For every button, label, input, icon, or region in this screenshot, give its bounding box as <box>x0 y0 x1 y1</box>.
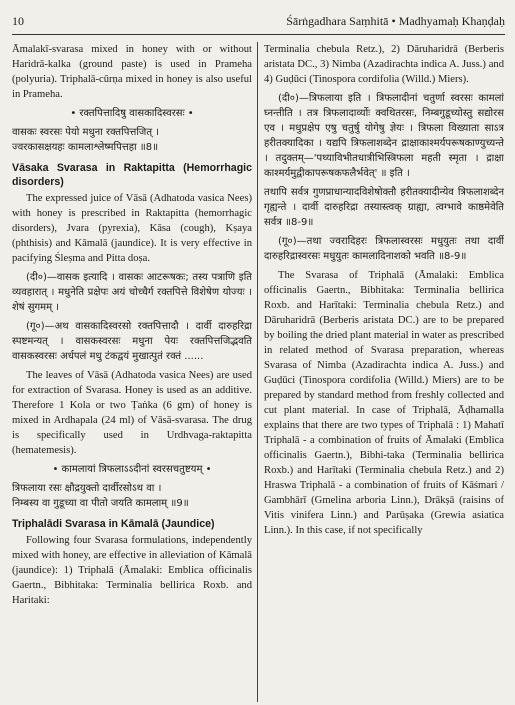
sanskrit-heading: • कामलायां त्रिफलाऽऽदीनां स्वरसचतुष्टयम् • <box>52 464 212 475</box>
left-column <box>12 42 252 702</box>
paragraph: Terminalia chebula Retz.), 2) Dāruharidrā (Berberis aristata DC., 3) Nimba (Azadirachta indica A. Juss.) and 4) Guḍūci (Tinospora cordifolia (Willd.) Miers). <box>264 44 504 85</box>
paragraph: The expressed juice of Vāsā (Adhatoda vasica Nees) with honey is prescribed in Raktapitta (hemorrhagic disorders), Jvara (pyrexia), Kāsa (cough), Kṣaya (phthisis) and Kāmalā (jaundice). It is very effective in pacifying Śleṣma and Pitta doṣa. <box>12 193 252 264</box>
sanskrit-commentary: तथापि सर्वत्र गुणप्राधान्यादविशेषोक्तौ हरीतक्यादीन्येव त्रिफलाशब्देन गृह्यन्ते । दार्वी दारुहरिद्रा तस्यास्त्वक् ग्राह्या, त्वग्भावे काष्ठमेवेति सर्वत्र ॥8-9॥ <box>264 187 504 228</box>
section-heading: Triphalādi Svarasa in Kāmalā (Jaundice) <box>12 518 215 530</box>
sanskrit-commentary: (दी०)—त्रिफलाया इति । त्रिफलादीनां चतुर्णा स्वरसः कामलां घ्नन्तीति । तत्र त्रिफलादार्व्योः क्वथितरसः, निम्बगुडूच्योस्तु सद्योरस एव । मधुप्रक्षेप एषु चतुर्षु योगेषु ज्ञेयः । त्रिफला विख्याता साऽत्र हरीतक्यादिका । यद्यपि त्रिफलाशब्देन द्राक्षाकाश्मर्यपरूषकाण्युच्यन्ते । तदुक्तम्—'पथ्याविभीतधात्रीभिस्त्रिफला महती स्मृता । द्राक्षा काश्मर्यमुद्वीकापरूषकफलैर्भवेत्' ॥ इति । <box>264 93 504 179</box>
right-column <box>264 42 504 702</box>
paragraph: Following four Svarasa formulations, independently mixed with honey, are effective in alleviation of Kāmalā (jaundice): 1) Triphalā (Āmalaki: Emblica officinalis Gaertn., Bibhitaka: Terminalia bellirica Roxb. and Haritaki: <box>12 535 252 606</box>
sanskrit-verse-line: निम्बस्य वा गुडूच्या वा पीतो जयति कामलाम् ॥9॥ <box>12 498 189 509</box>
sanskrit-commentary: (दी०)—वासक इत्यादि । वासकः आटरूषकः; तस्य पत्राणि इति व्यवहारात् । मधुनेति प्रक्षेपः अयं चोच्चैर्ग रक्तपित्ते विशेषेण योज्यः । शेषं सुगमम् । <box>12 272 252 313</box>
sanskrit-heading: • रक्तपित्तादिषु वासकादिस्वरसः • <box>70 108 194 119</box>
page-number: 10 <box>12 14 24 28</box>
sanskrit-commentary: (गू०)—अथ वासकादिस्वरसो रक्तपित्तादौ । दार्वी दारुहरिद्रा स्पष्टमन्यत् । वासकस्वरसः मधुना पेयः रक्तपित्तजिद्भवति वासकस्वरसः अर्धपलं मधु टंकद्वयं मुखात्पुतं रक्तं ...... <box>12 321 252 362</box>
sanskrit-commentary: (गू०)—तथा ज्वरादिहरः त्रिफलास्वरसः मधुयुतः तथा दार्वी दारुहरिद्रास्वरसः मधुयुतः कामलादिनाशको भवति ॥8-9॥ <box>264 236 504 262</box>
paragraph: Āmalakī-svarasa mixed in honey with or without Haridrā-kalka (ground paste) is used in Prameha (polyuria). Triphalā-cūrṇa mixed in honey is also useful in Prameha. <box>12 44 252 100</box>
sanskrit-verse-line: ज्वरकासक्षयहः कामलाश्लेष्मपित्तहा ॥8॥ <box>12 142 159 153</box>
paragraph: The leaves of Vāsā (Adhatoda vasica Nees) are used for extraction of Svarasa. Honey is used as an additive. Therefore 1 Kola or two Ṭaṅka (6 gm) of honey is mixed in Ardhapala (24 ml) of Vāsā-svarasa. The drug is specifically used in Urdhvaga-raktapitta (hematemesis). <box>12 370 252 456</box>
sanskrit-verse-line: त्रिफलाया रसः क्षौद्रयुक्तो दार्वीरसोऽथ वा । <box>12 483 162 494</box>
section-heading: Vāsaka Svarasa in Raktapitta (Hemorrhagic disorders) <box>12 162 252 188</box>
column-divider <box>257 42 258 702</box>
page-header <box>12 14 505 35</box>
paragraph: The Svarasa of Triphalā (Āmalaki: Emblica officinalis Gaertn., Bibhitaka: Terminalia bellirica Roxb. and Harītaki: Terminalia chebula Retz.) and Dāruharidrā (Berberis aristata DC.) are to be prepared by boiling the dried plant material in water as prescribed in related method of Svarasa preparation, whereas Svarasa of Nimba (Azadirachta indica A. Juss.) and Guḍūci (Tinospora cordifolia (Willd.) Miers) are to be prepared by standard method from freshly collected and cut plant material. In case of Triphalā, Āḍhamalla explains that there are two types of Triphalā : 1) Mahatī Triphalā - a combination of fruits of Āmalaki (Emblica officinalis Gaertn.), Bibhi-taka (Terminalia bellirica Roxb.) and Harītaki (Terminalia chebula Retz.) and 2) Hraswa Triphalā - a combination of fruits of Kāśmari / Gambhārī (Gmelina arboria Linn.), Drākṣā (raisins of Vitis vinifera Linn.) and Parūṣaka (Grewia asiatica Linn.). In this case, if not specifically <box>264 270 504 536</box>
running-title: Śārṅgadhara Saṃhitā • Madhyamaḥ Khaṇḍaḥ <box>286 14 505 28</box>
sanskrit-verse-line: वासकः स्वरसः पेयो मधुना रक्तपित्तजित् । <box>12 127 159 138</box>
